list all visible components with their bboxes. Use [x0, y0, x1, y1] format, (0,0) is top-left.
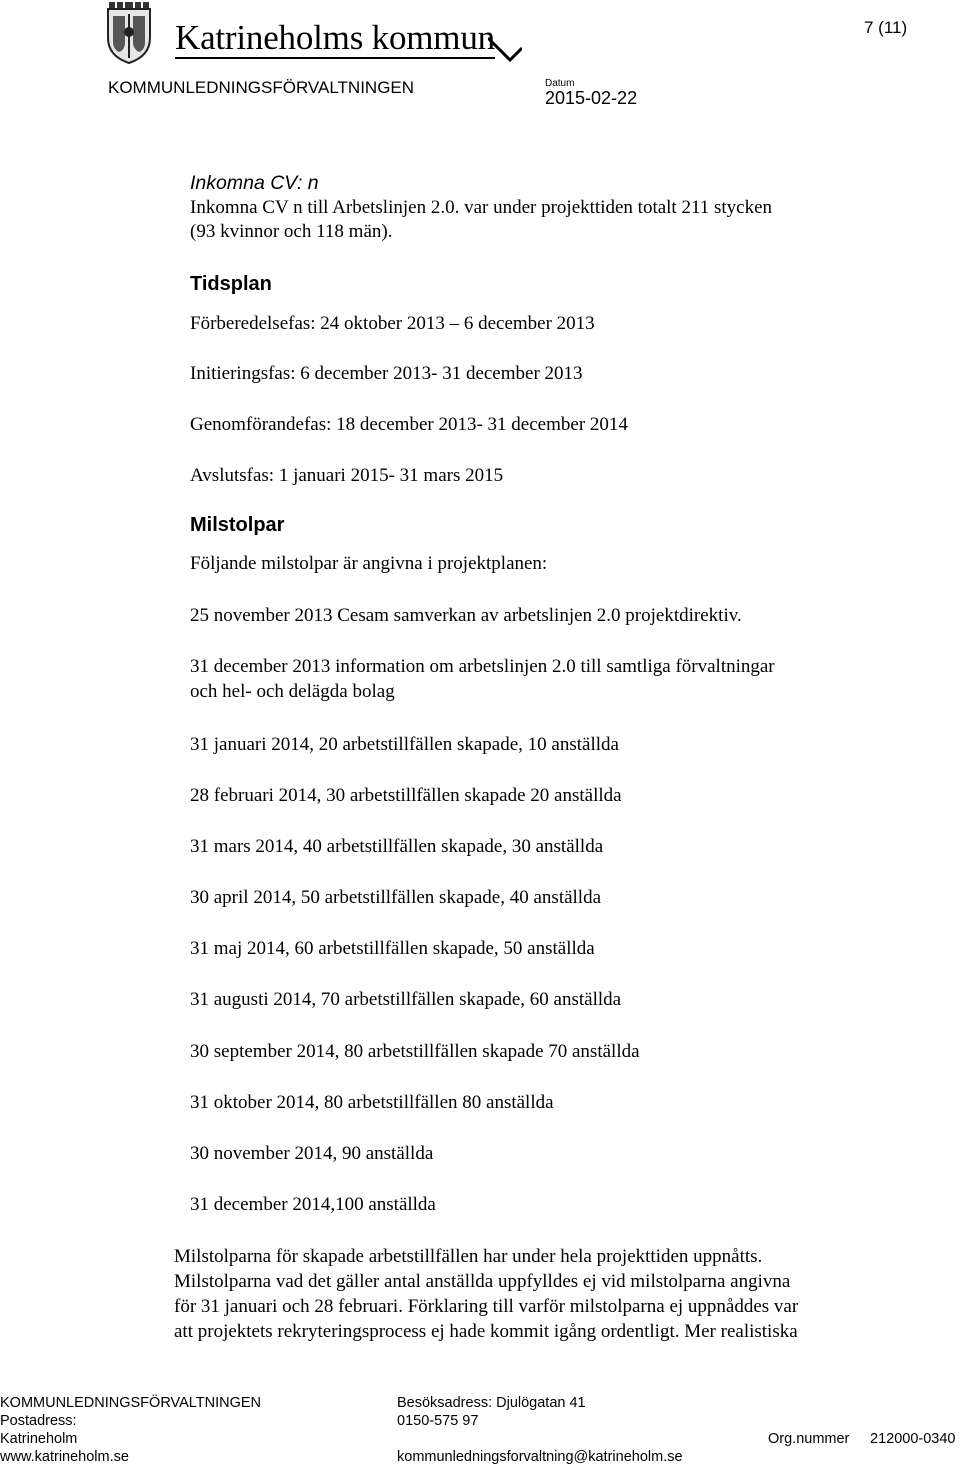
- milestone-item: 30 april 2014, 50 arbetstillfällen skapade, 40 anställda: [190, 887, 602, 908]
- milestone-item: 31 december 2014,100 anställda: [190, 1194, 436, 1215]
- footer-dept: KOMMUNLEDNINGSFÖRVALTNINGEN: [0, 1395, 262, 1411]
- phase-item: Genomförandefas: 18 december 2013- 31 december 2014: [190, 414, 628, 435]
- milestone-item: och hel- och delägda bolag: [190, 681, 395, 702]
- intro-line: (93 kvinnor och 118 män).: [190, 221, 393, 242]
- footer-phone: 0150-575 97: [397, 1413, 479, 1429]
- brand-name: Katrineholms kommun: [175, 18, 495, 57]
- milstolpar-intro: Följande milstolpar är angivna i projektplanen:: [190, 553, 548, 574]
- milestone-item: 31 mars 2014, 40 arbetstillfällen skapade, 30 anställda: [190, 836, 604, 857]
- footer-org-label: Org.nummer: [768, 1431, 850, 1447]
- summary-line: Milstolparna för skapade arbetstillfällen har under hela projekttiden uppnåtts.: [174, 1246, 763, 1267]
- date-value: 2015-02-22: [545, 88, 638, 108]
- department-name: KOMMUNLEDNINGSFÖRVALTNINGEN: [108, 78, 415, 97]
- summary-line: Milstolparna vad det gäller antal anställda uppfylldes ej vid milstolparna angivna: [174, 1271, 791, 1292]
- milestone-item: 30 september 2014, 80 arbetstillfällen skapade 70 anställda: [190, 1041, 640, 1062]
- footer-city: Katrineholm: [0, 1431, 78, 1447]
- milstolpar-heading: Milstolpar: [190, 514, 285, 536]
- tidsplan-heading: Tidsplan: [190, 273, 272, 295]
- milestone-item: 25 november 2013 Cesam samverkan av arbetslinjen 2.0 projektdirektiv.: [190, 605, 742, 626]
- milestone-item: 31 maj 2014, 60 arbetstillfällen skapade, 50 anställda: [190, 938, 595, 959]
- brand-underline: [175, 57, 495, 59]
- milestone-item: 31 december 2013 information om arbetslinjen 2.0 till samtliga förvaltningar: [190, 656, 775, 677]
- phase-item: Förberedelsefas: 24 oktober 2013 – 6 december 2013: [190, 313, 595, 334]
- footer-email[interactable]: kommunledningsforvaltning@katrineholm.se: [397, 1449, 683, 1465]
- milestone-item: 28 februari 2014, 30 arbetstillfällen skapade 20 anställda: [190, 785, 622, 806]
- date-label: Datum: [545, 78, 575, 89]
- intro-heading: Inkomna CV: n: [190, 172, 319, 194]
- milestone-item: 30 november 2014, 90 anställda: [190, 1143, 434, 1164]
- milestone-item: 31 oktober 2014, 80 arbetstillfällen 80 anställda: [190, 1092, 554, 1113]
- footer-postal-label: Postadress:: [0, 1413, 77, 1429]
- phase-item: Initieringsfas: 6 december 2013- 31 december 2013: [190, 363, 583, 384]
- municipal-crest-logo: [103, 2, 155, 64]
- milestone-item: 31 januari 2014, 20 arbetstillfällen skapade, 10 anställda: [190, 734, 619, 755]
- intro-line: Inkomna CV n till Arbetslinjen 2.0. var under projekttiden totalt 211 stycken: [190, 197, 773, 218]
- page-number: 7 (11): [864, 18, 908, 37]
- summary-line: att projektets rekryteringsprocess ej hade kommit igång ordentligt. Mer realistiska: [174, 1321, 798, 1342]
- footer-visit-address: Besöksadress: Djulögatan 41: [397, 1395, 586, 1411]
- summary-line: för 31 januari och 28 februari. Förklaring till varför milstolparna ej uppnåddes var: [174, 1296, 799, 1317]
- footer-org-number: 212000-0340: [870, 1431, 956, 1447]
- milestone-item: 31 augusti 2014, 70 arbetstillfällen skapade, 60 anställda: [190, 989, 622, 1010]
- footer-website[interactable]: www.katrineholm.se: [0, 1449, 129, 1465]
- phase-item: Avslutsfas: 1 januari 2015- 31 mars 2015: [190, 465, 504, 486]
- brand-swoosh-icon: [488, 34, 522, 64]
